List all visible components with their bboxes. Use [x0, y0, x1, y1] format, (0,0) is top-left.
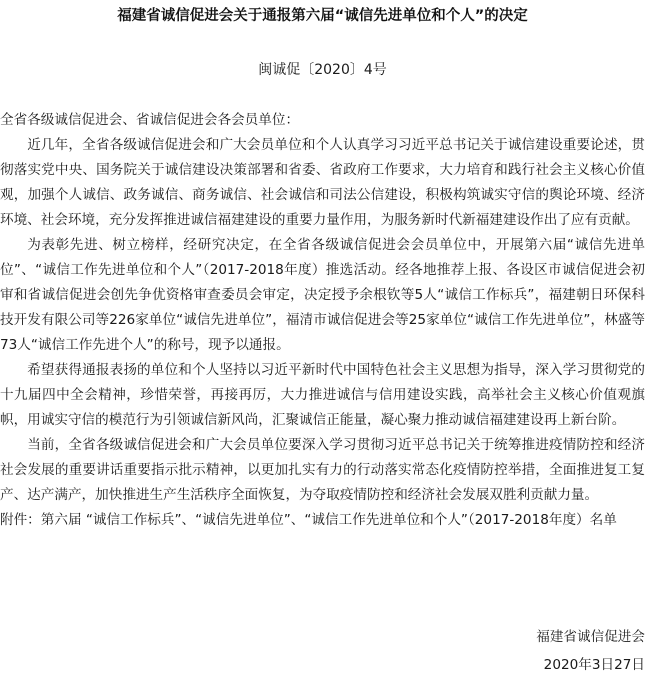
document-title: 福建省诚信促进会关于通报第六届“诚信先进单位和个人”的决定	[117, 8, 528, 24]
paragraph-current-tasks: 当前，全省各级诚信促进会和广大会员单位要深入学习贯彻习近平总书记关于统筹推进疫情防控和经济社会发展的重要讲话重要指示批示精神，以更加扎实有力的行动落实常态化疫情防控举措，全面推进复工复产、达产满产，加快推进生产生活秩序全面恢复，为夺取疫情防控和经济社会发展双胜利贡献力量。	[0, 437, 645, 503]
paragraph-expectation: 希望获得通报表扬的单位和个人坚持以习近平新时代中国特色社会主义思想为指导，深入学习贯彻党的十九届四中全会精神，珍惜荣誉，再接再厉，大力推进诚信与信用建设实践，高举社会主义核心价值观旗帜，用诚实守信的模范行为引领诚信新风尚，汇聚诚信正能量，凝心聚力推动诚信福建建设再上新台阶。	[0, 362, 645, 428]
salutation: 全省各级诚信促进会、省诚信促进会各会员单位：	[0, 112, 300, 128]
paragraph-recent-years: 近几年，全省各级诚信促进会和广大会员单位和个人认真学习习近平总书记关于诚信建设重要论述，贯彻落实党中央、国务院关于诚信建设决策部署和省委、省政府工作要求，大力培育和践行社会主义核心价值观，加强个人诚信、政务诚信、商务诚信、社会诚信和司法公信建设，积极构筑诚实守信的舆论环境、经济环境、社会环境，充分发挥推进诚信福建建设的重要力量作用，为服务新时代新福建建设作出了应有贡献。	[0, 137, 645, 228]
document-body	[0, 108, 645, 533]
attachment-note: 附件：第六届 “诚信工作标兵”、“诚信先进单位”、“诚信工作先进单位和个人”（2017-2018年度）名单	[0, 512, 617, 528]
signature-date: 2020年3日27日	[543, 657, 645, 673]
document-number: 闽诚促〔2020〕4号	[258, 62, 387, 78]
signature-organization: 福建省诚信促进会	[536, 629, 645, 645]
paragraph-commendation: 为表彰先进、树立榜样，经研究决定，在全省各级诚信促进会会员单位中，开展第六届“诚信先进单位”、“诚信工作先进单位和个人”（2017-2018年度）推选活动。经各地推荐上报、各设区市诚信促进会初审和省诚信促进会创先争优资格审查委员会审定，决定授予余根钦等5人“诚信工作标兵”，福建朝日环保科技开发有限公司等226家单位“诚信先进单位”，福清市诚信促进会等25家单位“诚信工作先进单位”，林盛等73人“诚信工作先进个人”的称号，现予以通报。	[0, 237, 645, 353]
